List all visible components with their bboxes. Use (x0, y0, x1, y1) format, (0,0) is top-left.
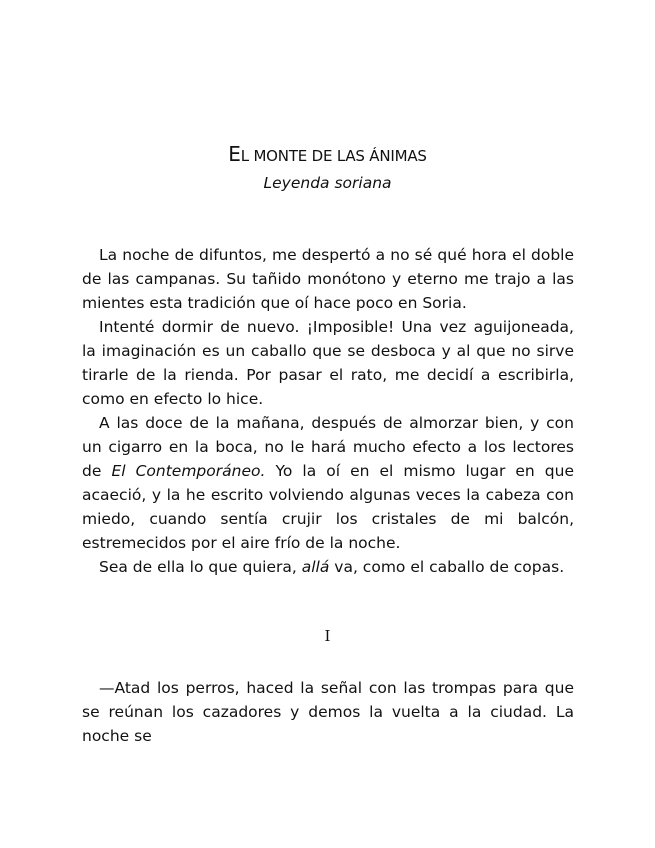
title-initial: E (228, 142, 241, 166)
chapter-paragraph-1: —Atad los perros, haced la señal con las trompas para que se reúnan los cazadores y demos la vuelta a la ciudad. La noche se (82, 679, 574, 745)
intro-text (82, 243, 574, 579)
chapter-text (82, 676, 574, 748)
newspaper-title: El Contemporáneo. (111, 462, 266, 480)
intro-paragraph-3-text-b: Yo la oí en el mismo lugar en que acaeció, y la he escrito volviendo algunas veces la cabeza con miedo, cuando sentía crujir los cristales de mi balcón, estremecidos por el aire frío de la noche. (82, 462, 574, 552)
intro-paragraph-1: La noche de difuntos, me despertó a no sé qué hora el doble de las campanas. Su tañido monótono y eterno me trajo a las mientes esta tradición que oí hace poco en Soria. (82, 246, 574, 312)
intro-paragraph-4-text-a: Sea de ella lo que quiera, (99, 558, 302, 576)
title-rest: L MONTE DE LAS ÁNIMAS (240, 147, 427, 165)
emphasis-alla: allá (301, 558, 330, 576)
intro-paragraph-3-text-a: A las doce de la mañana, después de almorzar bien, y con un cigarro en la boca, no le hará mucho efecto a los lectores de (82, 414, 574, 480)
intro-paragraph-4-text-b: va, como el caballo de copas. (329, 558, 565, 576)
document-subtitle: Leyenda soriana (263, 174, 392, 192)
intro-paragraph-2: Intenté dormir de nuevo. ¡Imposible! Una vez aguijoneada, la imaginación es un caballo que se desboca y al que no sirve tirarle de la rienda. Por pasar el rato, me decidí a escribirla, como en efecto lo hice. (82, 318, 574, 408)
intro-paragraph-3 (82, 411, 574, 555)
section-number: I (324, 627, 331, 645)
document-title (0, 144, 655, 166)
intro-paragraph-4 (82, 555, 574, 579)
